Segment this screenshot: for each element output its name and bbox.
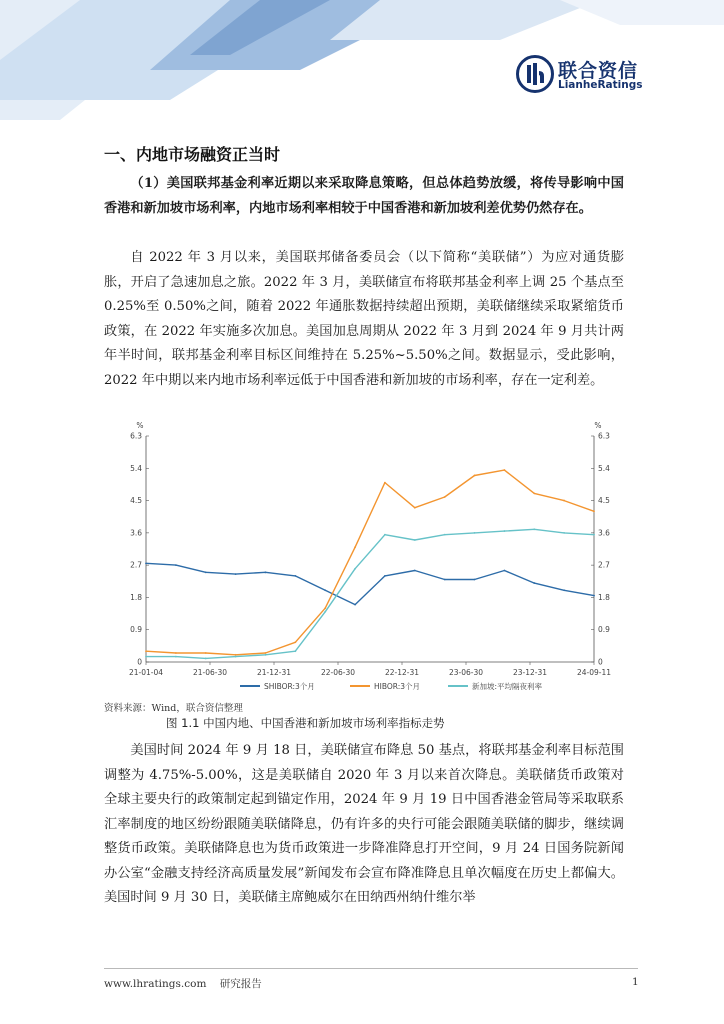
y-unit-left: %	[136, 421, 144, 430]
series-line-2	[146, 470, 594, 655]
x-tick-label: 23-12-31	[512, 668, 548, 677]
legend-label-1: SHIBOR:3个月	[264, 682, 315, 691]
series-3-point	[205, 658, 207, 660]
lianhe-logo-icon	[516, 55, 554, 93]
series-2-point	[563, 500, 565, 502]
y-tick-label-right: 0	[598, 657, 603, 667]
body-paragraph-1: 自 2022 年 3 月以来，美国联邦储备委员会（以下简称“美联储”）为应对通货膨胀，开启了急速加息之旅。2022 年 3 月，美联储宣布将联邦基金利率上调 25 个基点至 0.25%至 0.50%之间，随着 2022 年通胀数据持续超出预期，美联储继续采取紧缩货币政策，在 2022 年实施多次加息。美国加息周期从 2022 年 3 月到 2024 年 9 月共计两年半时间，联邦基金利率目标区间维持在 5.25%~5.50%之间。数据显示，受此影响，2022 年中期以来内地市场利率远低于中国香港和新加坡的市场利率，存在一定利差。	[104, 250, 624, 388]
series-1-point	[384, 575, 386, 577]
series-3-point	[444, 534, 446, 536]
series-3-point	[294, 650, 296, 652]
legend-label-2: HIBOR:3个月	[374, 682, 421, 691]
series-3-point	[474, 532, 476, 534]
series-2-point	[533, 492, 535, 494]
series-1-point	[235, 573, 237, 575]
footer-divider	[104, 968, 638, 969]
series-1-point	[414, 570, 416, 572]
series-3-point	[384, 534, 386, 536]
y-tick-label-right: 1.8	[598, 592, 610, 602]
section-heading: 一、内地市场融资正当时	[104, 145, 281, 164]
logo-name-cn: 联合资信	[558, 60, 639, 82]
x-tick-label: 21-01-04	[128, 668, 164, 677]
y-tick-label-left: 1.8	[130, 592, 142, 602]
series-2-point	[444, 496, 446, 498]
x-tick-label: 23-06-30	[448, 668, 484, 677]
series-line-3	[146, 529, 594, 658]
series-2-point	[354, 546, 356, 548]
page-number: 1	[632, 976, 639, 988]
series-1-point	[324, 589, 326, 591]
footer-website	[104, 976, 262, 991]
series-3-point	[414, 539, 416, 541]
y-tick-label-left: 3.6	[130, 528, 142, 538]
y-tick-label-left: 6.3	[130, 431, 142, 441]
y-tick-label-right: 4.5	[598, 496, 610, 506]
y-tick-label-left: 5.4	[130, 463, 142, 473]
x-tick-label: 22-06-30	[320, 668, 356, 677]
footer-url: www.lhratings.com	[104, 978, 207, 990]
series-1-point	[294, 575, 296, 577]
series-1-point	[444, 579, 446, 581]
x-tick-label: 21-12-31	[256, 668, 292, 677]
series-1-point	[265, 571, 267, 573]
series-2-point	[384, 482, 386, 484]
series-2-point	[324, 607, 326, 609]
series-1-point	[474, 579, 476, 581]
series-1-point	[354, 604, 356, 606]
footer-report-type: 研究报告	[219, 978, 262, 990]
series-2-point	[504, 469, 506, 471]
body-paragraph-2: 美国时间 2024 年 9 月 18 日，美联储宣布降息 50 基点，将联邦基金利率目标范围调整为 4.75%-5.00%，这是美联储自 2020 年 3 月以来首次降息。美联储货币政策对全球主要央行的政策制定起到锚定作用，2024 年 9 月 19 日中国香港金管局等采取联系汇率制度的地区纷纷跟随美联储降息，仍有许多的央行可能会跟随美联储的脚步，继续调整货币政策。美联储降息也为货币政策进一步降准降息打开空间，9 月 24 日国务院新闻办公室“金融支持经济高质量发展”新闻发布会宣布降准降息且单次幅度在历史上都偏大。美国时间 9 月 30 日，美联储主席鲍威尔在田纳西州纳什维尔举	[104, 743, 624, 905]
series-3-point	[354, 568, 356, 570]
figure-caption: 图 1.1 中国内地、中国香港和新加坡市场利率指标走势	[166, 716, 445, 730]
series-3-point	[533, 528, 535, 530]
series-1-point	[145, 562, 147, 564]
y-tick-label-left: 0	[137, 657, 142, 667]
chart-source-note: 资料来源：Wind，联合资信整理	[104, 703, 243, 714]
x-tick-label: 21-06-30	[192, 668, 228, 677]
series-2-point	[294, 641, 296, 643]
series-3-point	[324, 611, 326, 613]
series-3-point	[175, 656, 177, 658]
series-3-point	[235, 656, 237, 658]
y-tick-label-right: 3.6	[598, 528, 610, 538]
series-1-point	[533, 582, 535, 584]
series-1-point	[504, 570, 506, 572]
logo-name-en: LianheRatings	[558, 79, 643, 91]
series-1-point	[175, 564, 177, 566]
y-tick-label-left: 2.7	[130, 560, 142, 570]
x-tick-label: 24-09-11	[576, 668, 612, 677]
series-3-point	[593, 534, 595, 536]
series-2-point	[265, 652, 267, 654]
series-3-point	[145, 656, 147, 658]
y-tick-label-right: 6.3	[598, 431, 610, 441]
series-1-point	[205, 571, 207, 573]
series-2-point	[414, 507, 416, 509]
x-tick-label: 22-12-31	[384, 668, 420, 677]
y-tick-label-left: 0.9	[130, 625, 142, 635]
series-2-point	[235, 654, 237, 656]
y-tick-label-right: 0.9	[598, 625, 610, 635]
company-logo	[516, 55, 646, 95]
series-2-point	[205, 652, 207, 654]
y-tick-label-right: 5.4	[598, 463, 610, 473]
series-2-point	[175, 652, 177, 654]
legend-label-3: 新加坡:平均隔夜利率	[472, 682, 543, 691]
rate-chart	[118, 418, 624, 698]
y-tick-label-left: 4.5	[130, 496, 142, 506]
series-2-point	[474, 475, 476, 477]
y-unit-right: %	[594, 421, 602, 430]
series-1-point	[563, 589, 565, 591]
series-2-point	[145, 650, 147, 652]
series-2-point	[593, 510, 595, 512]
series-line-1	[146, 563, 594, 604]
series-3-point	[265, 654, 267, 656]
lead-paragraph: （1）美国联邦基金利率近期以来采取降息策略，但总体趋势放缓，将传导影响中国香港和新加坡市场利率，内地市场利率相较于中国香港和新加坡利差优势仍然存在。	[104, 176, 624, 216]
series-3-point	[563, 532, 565, 534]
y-tick-label-right: 2.7	[598, 560, 610, 570]
series-3-point	[504, 530, 506, 532]
series-1-point	[593, 595, 595, 597]
